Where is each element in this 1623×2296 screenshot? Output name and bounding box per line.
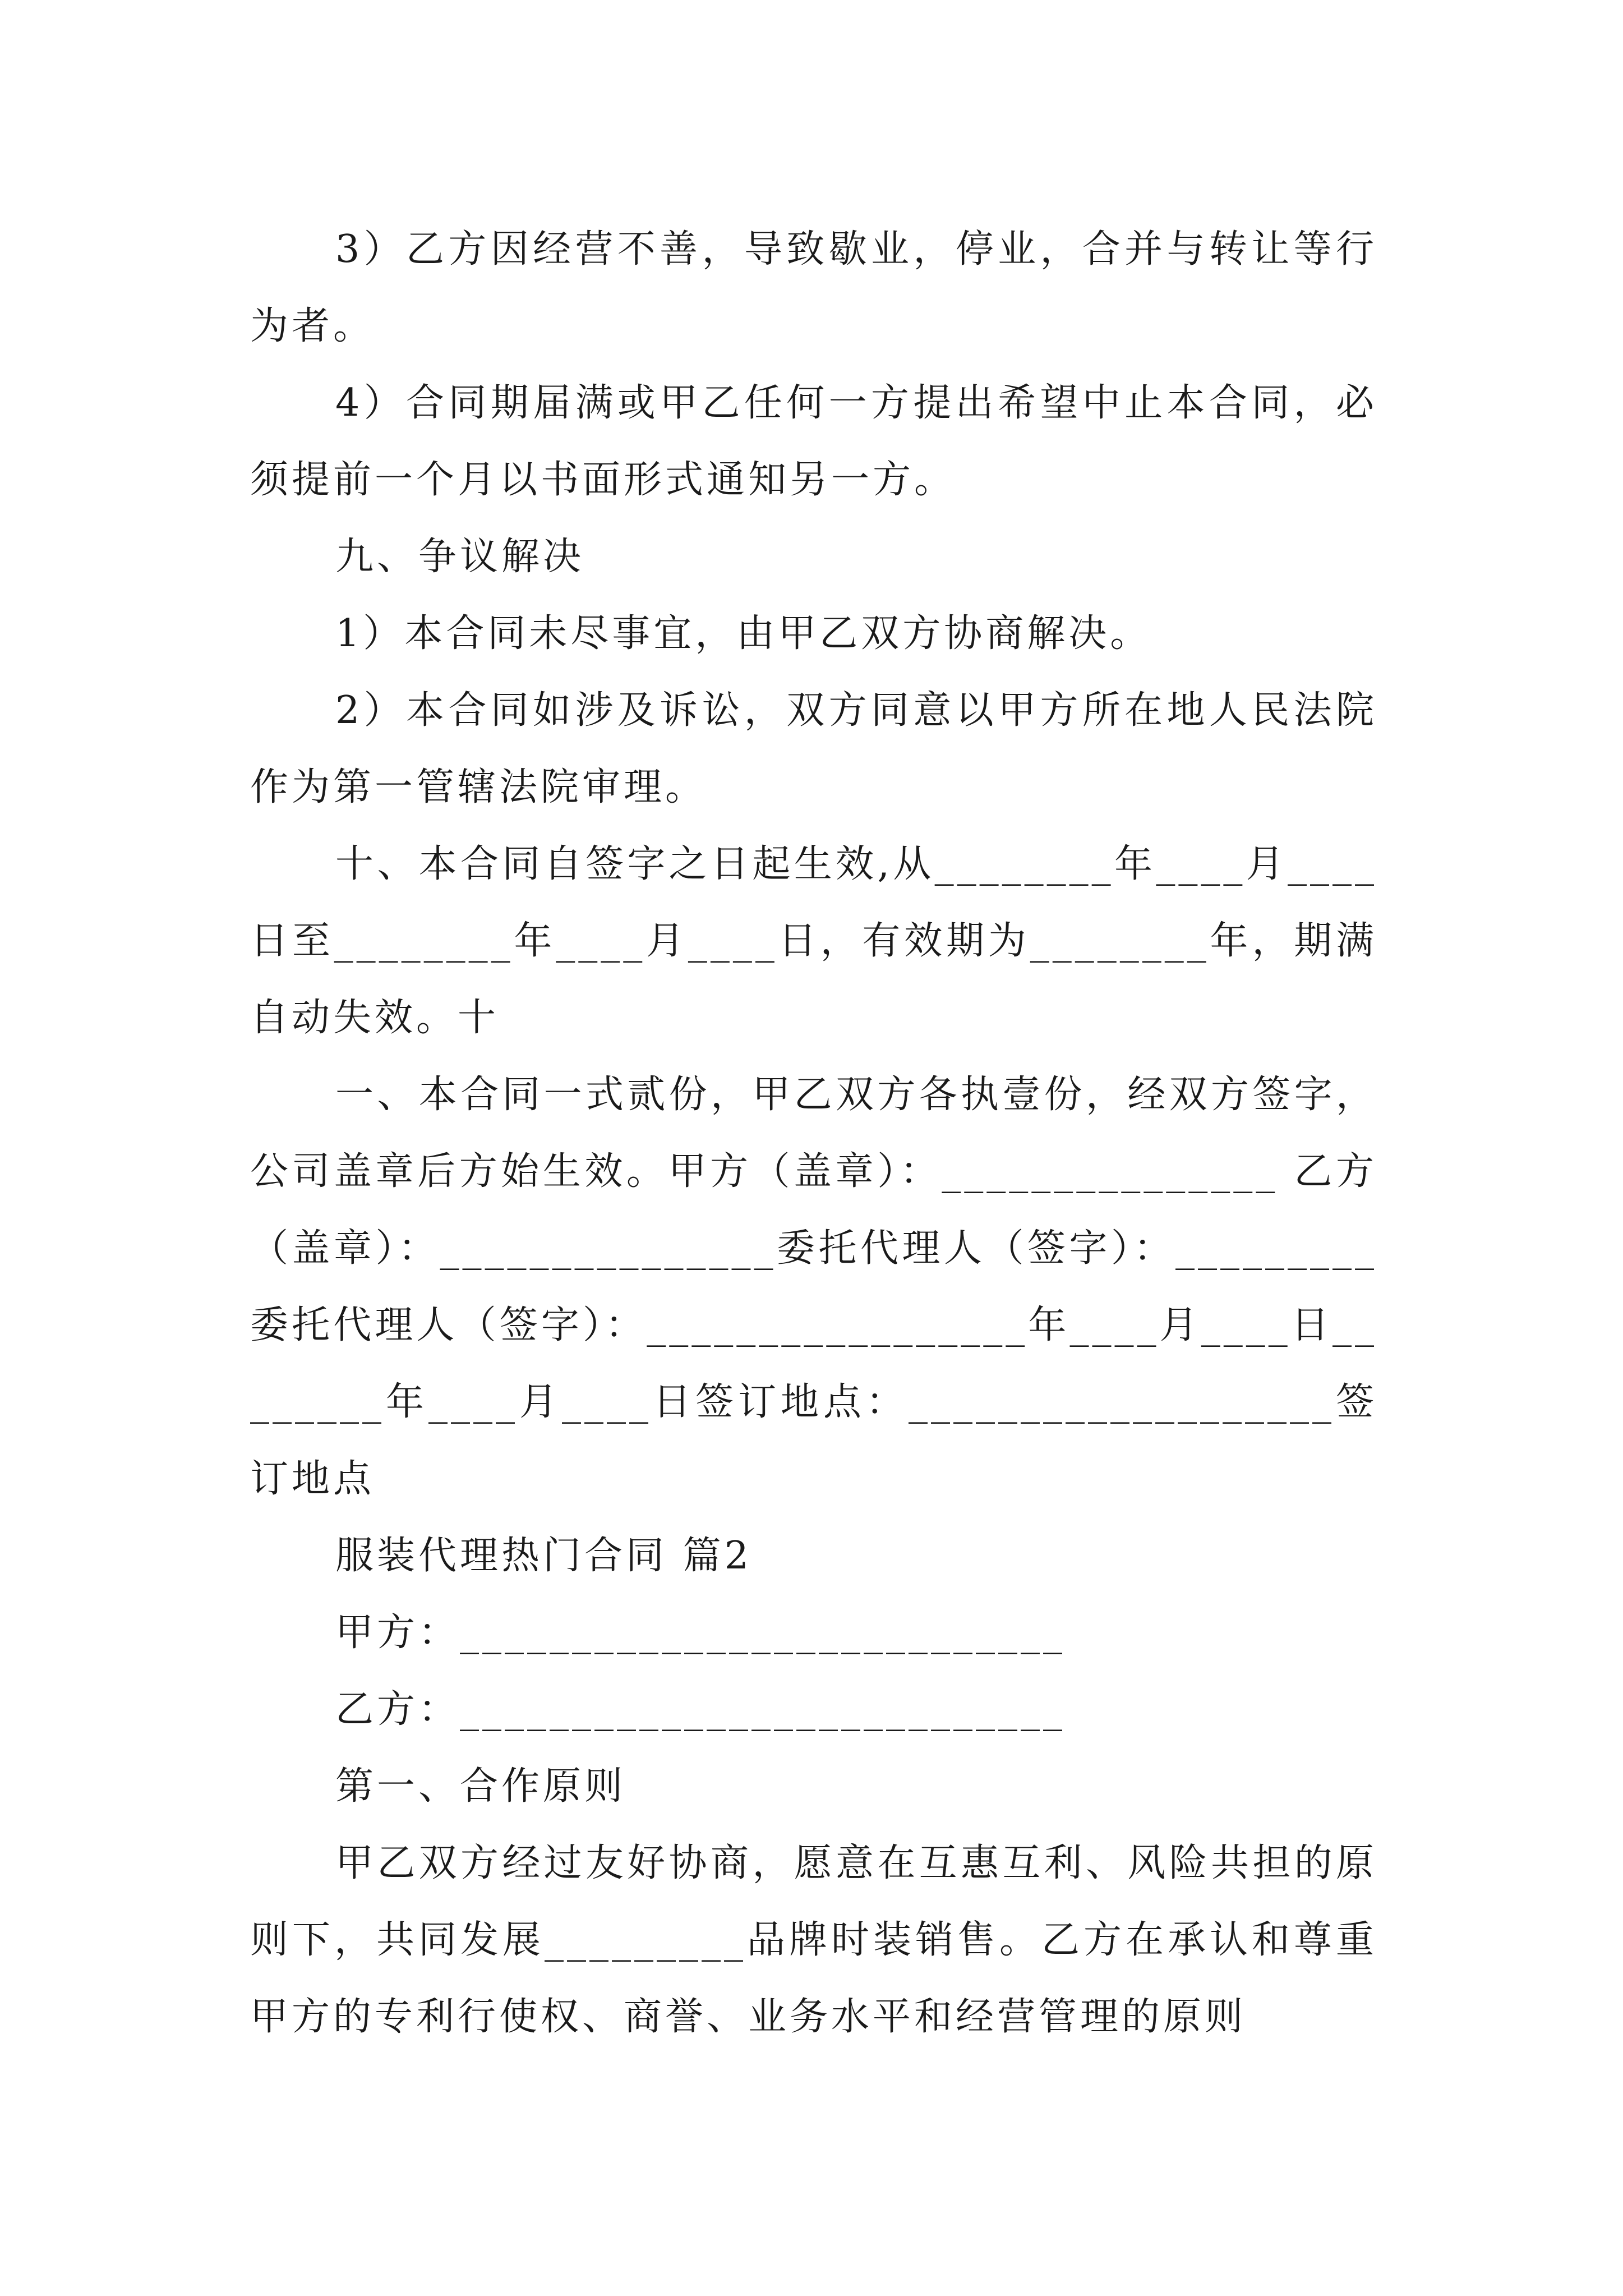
section-heading-9: 九、争议解决 [335,535,585,579]
section-heading-cooperation-principle: 第一、合作原则 [335,1764,626,1809]
party-b-line: 乙方：___________________________ [335,1687,1066,1732]
clause-8-item-3: 3）乙方因经营不善，导致歇业，停业，合并与转让等行为者。 [250,227,1377,348]
clause-11-copies-and-signatures: 一、本合同一式贰份，甲乙双方各执壹份，经双方签字，公司盖章后方始生效。甲方（盖章）：_______________ 乙方（盖章）：_______________委托代理人（签字）：_________委托代理人（签字）：_________________年____月____日________年____月____日签订地点：___________________签订地点 [250,1073,1377,1501]
clause-10-effective-period: 十、本合同自签字之日起生效,从________年____月____日至________年____月____日，有效期为________年，期满自动失效。十 [250,842,1377,1040]
party-a-line: 甲方：___________________________ [335,1611,1066,1655]
document-body [250,211,1377,2055]
cooperation-principle-paragraph: 甲乙双方经过友好协商，愿意在互惠互利、风险共担的原则下，共同发展_________品牌时装销售。乙方在承认和尊重甲方的专利行使权、商誉、业务水平和经营管理的原则 [250,1841,1377,2039]
contract-title-part-2: 服装代理热门合同 篇2 [335,1534,752,1578]
clause-8-item-4: 4）合同期届满或甲乙任何一方提出希望中止本合同，必须提前一个月以书面形式通知另一方。 [250,381,1377,502]
clause-9-item-2: 2）本合同如涉及诉讼，双方同意以甲方所在地人民法院作为第一管辖法院审理。 [250,688,1377,809]
clause-9-item-1: 1）本合同未尽事宜，由甲乙双方协商解决。 [335,611,1152,656]
